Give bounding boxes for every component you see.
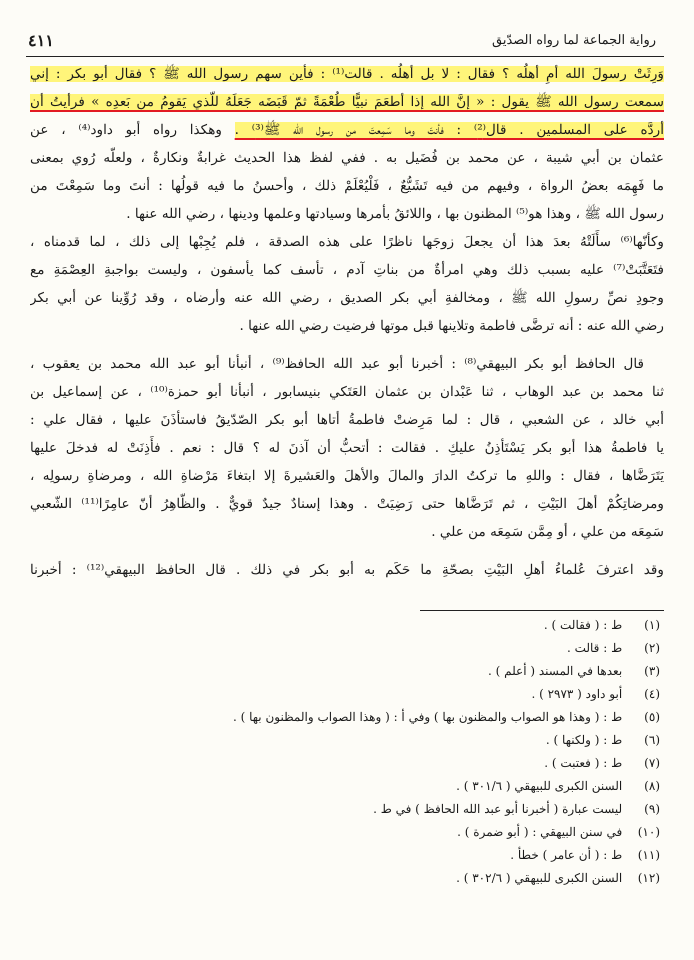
footnote: [60, 867, 660, 890]
text-line: يَتَرَضَّاها ، فقال : واللهِ ما تركتُ الدارَ والمالَ والأهلَ والعَشيرةَ إلا ابتغاءَ مَرْضاةِ الله ، ومرضاةِ رسولِه ،: [30, 468, 664, 484]
footnote-number: (٧): [644, 756, 660, 770]
footnote: [60, 752, 660, 775]
footnote: [60, 775, 660, 798]
footnote-text: السنن الكبرى للبيهقي ( ٣٠٢/٦ ) .: [456, 871, 626, 885]
main-text: [30, 60, 664, 584]
footnote: [60, 821, 660, 844]
footnote-number: (٢): [644, 641, 660, 655]
footnote: [60, 614, 660, 637]
footnote-number: (٩): [644, 802, 660, 816]
footnote-text: السنن الكبرى للبيهقي ( ٣٠١/٦ ) .: [456, 779, 626, 793]
text-line: يا فاطمةُ هذا أبو بكر يَسْتَأذِنُ عليكِ . فقالت : أتحبُّ أن آذنَ له ؟ قال : نعم . فأَذِنَتْ له فدخلَ عليها: [30, 440, 664, 456]
footnote-number: (١٠): [637, 825, 660, 839]
footnote-text: ط : ( فعتبت ) .: [544, 756, 626, 770]
text-line: فتَعَتَّبَتْ⁽⁷⁾ عليه بسبب ذلك وهي امرأةٌ من بناتِ آدم ، تأسف كما يأسفون ، وليست بواجبةِ العِصْمَةِ مع: [30, 262, 664, 278]
page-header: [28, 28, 656, 52]
text-line: قال الحافظ أبو بكر البيهقي⁽⁸⁾ : أخبرنا أبو عبد الله الحافظ⁽⁹⁾ ، أنبأنا أبو عبد الله محمد بن يعقوب ،: [30, 356, 644, 372]
text-line: عثمان بن أبي شيبة ، عن محمد بن فُضَيل به . ففي لفظ هذا الحديث غرابةٌ ونكارةٌ ، ولعلّه رُوي بمعنى: [30, 150, 664, 166]
footnote-text: ط : ( ولكنها ) .: [545, 733, 626, 747]
footnote: [60, 660, 660, 683]
footnote-number: (١): [644, 618, 660, 632]
text-line: وقد اعترفَ عُلماءُ أهلِ البَيْتِ بصحّةِ ما حَكَم به أبو بكر في ذلك . قال الحافظ البيهقي⁽¹²⁾ : أخبرنا: [30, 562, 664, 578]
footnotes: [60, 614, 660, 890]
footnote-number: (١١): [637, 848, 660, 862]
footnote: [60, 637, 660, 660]
paragraph-gap: [30, 546, 664, 556]
footnote-text: ليست عبارة ( أخبرنا أبو عبد الله الحافظ ) في ط .: [373, 802, 626, 816]
text-line: رسول الله ﷺ ، وهذا هو⁽⁵⁾ المظنون بها ، واللائقُ بأمرها وسيادتها وعلمها ودينها ، رضي الله عنها .: [126, 206, 664, 222]
highlighted-text: أردَّه على المسلمين . قال⁽²⁾ : فأنتَ وما سَمِعتَ من رسول الله ﷺ⁽³⁾ .: [234, 122, 664, 138]
text-line: أبي خالد ، عن الشعبي ، قال : لما مَرِضتْ فاطمةُ أتاها أبو بكر الصّدّيقُ فاستأذَنَ عليها ، فقال علي :: [30, 412, 664, 428]
footnote-text: أبو داود ( ٢٩٧٣ ) .: [531, 687, 626, 701]
paragraph-gap: [30, 340, 664, 350]
text-line: ما فَهِمَه بعضُ الرواة ، وفيهم من فيه تَشَيُّعٌ ، فَلْيُعْلَمْ ذلك ، وأحسنُ ما فيه قولُها : أنتَ وما سَمِعْتَ من: [30, 178, 664, 194]
text-line: ثنا محمد بن عبد الوهاب ، ثنا عَبْدان بن عثمان العَتَكي بنيسابور ، أنبأنا أبو حمزة⁽¹⁰⁾ ، عن إسماعيل بن: [30, 384, 664, 400]
footnote-number: (٦): [644, 733, 660, 747]
footnote: [60, 683, 660, 706]
footnote-number: (٤): [644, 687, 660, 701]
footnote-number: (١٢): [637, 871, 660, 885]
text-line: ومرضاتِكُمْ أهلَ البَيْتِ ، ثم تَرَضَّاها حتى رَضِيَتْ . وهذا إسنادٌ جيدٌ قويٌّ . والظّاهِرُ أنّ عامِرًا⁽¹¹⁾ الشّعبي: [30, 496, 664, 512]
page-number: ٤١١: [28, 30, 54, 50]
footnote-number: (٨): [644, 779, 660, 793]
footnote: [60, 706, 660, 729]
footnote-text: ط : قالت .: [566, 641, 626, 655]
footnote-separator: [420, 610, 664, 611]
text-line: رضي الله عنه : أنه ترضَّى فاطمة وتلاينها قبل موتها فرضيت رضي الله عنها .: [239, 318, 664, 334]
text-line: وجودِ نصِّ رسولِ الله ﷺ ، ومخالفةِ أبي بكر الصديق ، رضي الله عنه وأرضاه ، وقد رُوِّينا عن أبي بكر: [30, 290, 664, 306]
line-text: وهكذا رواه أبو داود⁽⁴⁾ ، عن: [30, 122, 235, 138]
footnote: [60, 729, 660, 752]
footnote-number: (٣): [644, 664, 660, 678]
running-title: رواية الجماعة لما رواه الصدّيق: [492, 32, 656, 48]
footnote: [60, 798, 660, 821]
footnote-number: (٥): [644, 710, 660, 724]
text-line: سَمِعَه من علي ، أو مِمَّن سَمِعَه من علي .: [431, 524, 664, 540]
text-line: [30, 88, 664, 116]
text-line: [30, 116, 664, 144]
highlighted-text: وَرِثَتْ رسولَ الله أمِ أهلُه ؟ فقال : لا بل أهلُه . قالت⁽¹⁾ : فأين سهم رسول الله ﷺ ؟ فقال أبو بكر : إني: [30, 66, 664, 82]
footnote-text: في سنن البيهقي : ( أبو ضمرة ) .: [457, 825, 626, 839]
text-line: [30, 60, 664, 88]
footnote-text: ط : ( فقالت ) .: [543, 618, 626, 632]
footnote: [60, 844, 660, 867]
header-rule: [26, 56, 664, 57]
highlighted-text: سمعت رسول الله ﷺ يقول : « إنَّ الله إذا أطعَمَ نبيًّا طُعْمَةً ثمّ قَبَضَه جَعَلَهُ للّذي يَقومُ من بَعدِه » فرأيتُ أن: [30, 94, 664, 110]
footnote-text: ط : ( أن عامر ) خطأ .: [510, 848, 626, 862]
footnote-text: ط : ( وهذا هو الصواب والمظنون بها ) وفي أ : ( وهذا الصواب والمظنون بها ) .: [232, 710, 626, 724]
footnote-text: بعدها في المسند ( أعلم ) .: [487, 664, 626, 678]
text-line: وكأنّها⁽⁶⁾ سأَلَتْهُ بعدَ هذا أن يجعلَ زوجَها ناظرًا على هذه الصدقة ، فلم يُجِبْها إلى ذلك ، لما قدمناه ،: [30, 234, 664, 250]
